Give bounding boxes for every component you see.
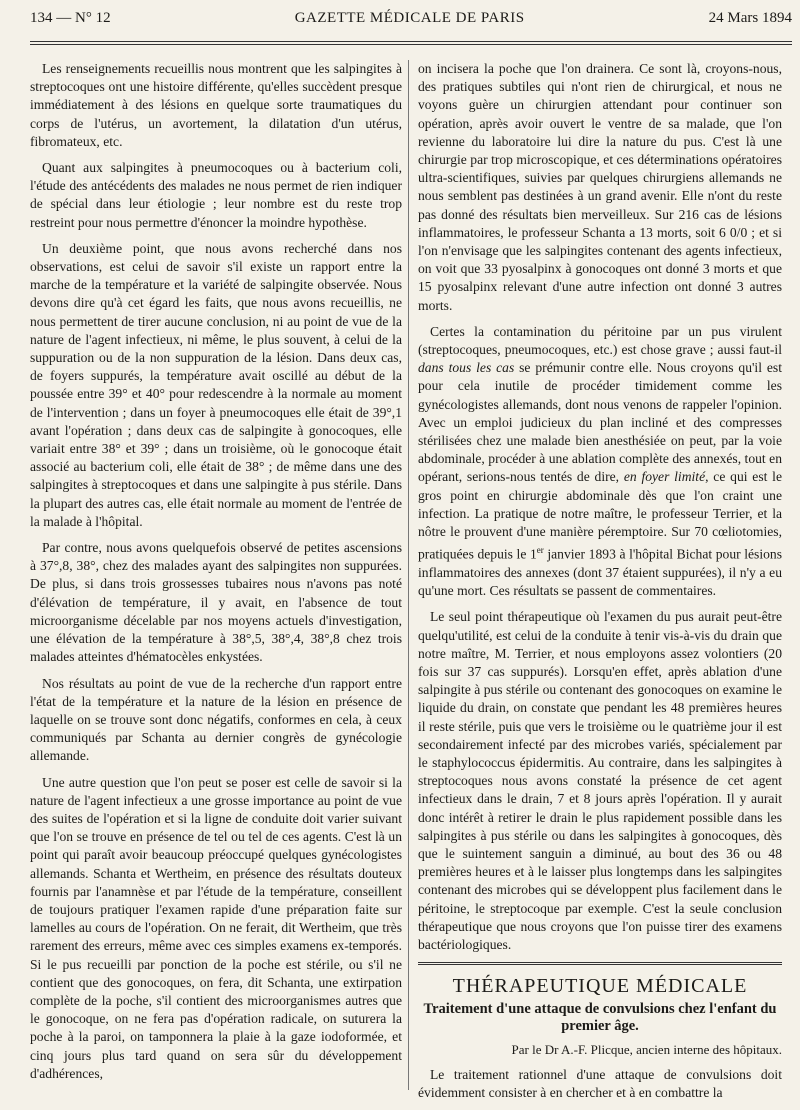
- paragraph: Nos résultats au point de vue de la recherche d'un rapport entre l'état de la température et la nature de la lésion en présence de laquelle on se trouve sont donc négatifs, conformes en cela, à ceux communiqués par Schanta au dernier congrès de gynécologie allemande.: [30, 675, 402, 764]
- journal-title: GAZETTE MÉDICALE DE PARIS: [294, 10, 525, 26]
- superscript: er: [536, 545, 544, 556]
- right-column: [418, 60, 782, 1110]
- emphasis: dans tous les cas: [418, 360, 515, 376]
- text-run: Certes la contamination du péritoine par un pus virulent (streptocoques, pneumocoques, etc.) est chose grave ; aussi faut-il: [418, 323, 782, 358]
- paragraph: Un deuxième point, que nous avons recherché dans nos observations, est celui de savoir s'il existe un rapport entre la marche de la température et la variété de salpingite observée. Nous devons dire qu'à cet égard les faits, que nous avons recueillis, ne nous permettent de tirer aucune conclusion, ni au point de vue de la nature de l'agent infectieux, ni même, le plus souvent, à celui de la suppuration ou de la non suppuration de la lésion. Dans deux cas, de foyers suppurés, la température avait oscillé au début de la poussée entre 39° et 40° pour redescendre à la normale au moment de l'intervention ; dans un foyer à pneumocoques elle était de 39°,1 avant l'opération ; dans deux cas de salpingite à gonocoques, elle variait entre 38° et 39° ; dans un troisième, où le gonocoque était associé au bacterium coli, elle était de 38° ; de même dans une des salpingites à streptocoques et dans une salpingite à pus stérile. Dans la plupart des autres cas, elle était normale au moment de l'entrée de la malade à l'hôpital.: [30, 240, 402, 529]
- text-run: janvier 1893 à l'hôpital Bichat pour lésions inflammatoires des annexes (dont 37 étaient suppurées), il n'y a eu qu'une mort. Ces résultats se passent de commentaires.: [418, 546, 783, 599]
- article-title: Traitement d'une attaque de convulsions chez l'enfant du premier âge.: [423, 1001, 777, 1035]
- emphasis: en foyer limité: [623, 469, 706, 485]
- paragraph: on incisera la poche que l'on drainera. Ce sont là, croyons-nous, des pratiques subtiles qui n'ont rien de chirurgical, et nous ne voyons guère un chirurgien attendant pour continuer son opération, après avoir ouvert le ventre de sa malade, que l'on revienne du laboratoire lui dire la nature du pus. C'est là une chirurgie par trop microscopique, et ces déterminations opératoires ultra-scientifiques, suivies par quelques chirurgiens allemands ne nous semblent pas destinées à un grand avenir. Elle n'ont du reste pas donné des résultats bien merveilleux. Sur 216 cas de lésions inflammatoires, le professeur Schanta a 13 morts, soit 6 0/0 ; et si l'on n'envisage que les salpingites contenant des agents infectieux, on voit que 33 pyosalpinx à gonocoques ont donné 3 morts et que 15 pyosalpinx relevant d'une autre infection ont donné 3 autres morts.: [418, 61, 782, 313]
- paragraph: Par contre, nous avons quelquefois observé de petites ascensions à 37°,8, 38°, chez des malades ayant des salpingites non suppurées. De plus, si dans trois grossesses tubaires nous n'avons pas noté d'élévation de température, il y avait, en l'absence de tout microorganisme décelable par nos moyens actuels d'investigation, une élévation de la température à 38°,5, 38°,4, 38°,8 chez trois malades atteintes d'hématocèles enkystées.: [30, 540, 402, 665]
- text-run: , ce qui est le gros point en chirurgie abdominale dès que l'on craint une infection. La pratique de notre maître, le professeur Terrier, et la nôtre le prouvent d'une manière péremptoire. Sur 70 cœliotomies, pratiquées depuis le 1: [418, 469, 782, 562]
- section-title: THÉRAPEUTIQUE MÉDICALE: [452, 975, 748, 998]
- paragraph: Une autre question que l'on peut se poser est celle de savoir si la nature de l'agent infectieux a une grosse importance au point de vue des suites de l'opération et si la ligne de conduite doit varier suivant que l'on se trouve en présence de tel ou tel de ces agents. C'est là un point qui paraît avoir beaucoup préoccupé quelques gynécologistes allemands. Schanta et Wertheim, en présence des résultats douteux fournis par l'anamnèse et par l'étude de la température, conseillent de toujours pratiquer l'examen rapide d'une préparation faite sur lamelles au cours de l'opération. On ne ferait, dit Wertheim, que très rarement des erreurs, même avec ces simples examens ex-temporés. Si le pus recueilli par ponction de la poche est stérile, ou s'il ne contient que des gonocoques, on fera, dit Schanta, une extirpation complète de la poche, s'il contient des microorganismes autres que le gonocoque, on ne fera pas d'opération radicale, on suturera la poche à la paroi, on tamponnera la plaie à la gaze iodoformée, et cinq jours plus tard quand on sera sûr du développement d'adhérences,: [30, 774, 402, 1081]
- paragraph: Le seul point thérapeutique où l'examen du pus aurait peut-être quelqu'utilité, est celui de la conduite à tenir vis-à-vis du drain que notre maître, M. Terrier, et nous employons assez volontiers (20 fois sur 37 cas suppurés). Lorsqu'en effet, après ablation d'une salpingite à pus stérile ou contenant des gonocoques on examine le liquide du drain, on constate que pendant les 48 premières heures il reste stérile, puis que vers le troisième ou le quatrième jour il est secondairement infecté par des microbes variés, spécialement par le staphylococcus épidermitis. Au contraire, dans les salpingites à streptocoques nous avons constaté la présence de cet agent infectieux dans le drain, 7 et 8 jours après l'opération. Il y aurait donc intérêt à retirer le drain le plus rapidement possible dans les salpingites à pus stérile ou dans les salpingites à gonocoques, dès que le suintement sanguin a diminué, au bout des 36 ou 48 premières heures et à le laisser plus longtemps dans les salpingites contenant des microbes qui se développent plus facilement dans le péritoine, le streptocoque par exemple. C'est la seule conclusion thérapeutique que nous croyons que l'on puisse tirer des examens bactériologiques.: [418, 609, 782, 953]
- paragraph: Quant aux salpingites à pneumocoques ou à bacterium coli, l'étude des antécédents des malades ne nous permet de rien indiquer de spécial dans leur étiologie ; leur nombre est du reste trop restreint pour nous permettre d'énoncer la moindre hypothèse.: [30, 160, 402, 230]
- column-divider: [408, 60, 409, 1090]
- paragraph: [418, 323, 782, 601]
- paragraph: Les renseignements recueillis nous montrent que les salpingites à streptocoques ont une histoire différente, qu'elles succèdent presque immédiatement à des lésions en quelque sorte traumatiques du corps de l'utérus, un avortement, la dilatation d'un utérus, fibromateux, etc.: [30, 61, 402, 149]
- page-header: [30, 10, 792, 36]
- header-rule: [30, 41, 792, 45]
- text-run: se prémunir contre elle. Nous croyons qu'il est pour cela inutile de procéder timidement comme les gynécologistes allemands, dont nous venons de rappeler l'opinion. Avec un emploi judicieux du plan incliné et des compresses stérilisées chez une malade bien anesthésiée on peut, par la voie abdominale, procéder à une ablation complète des annexés, tout en opérant, serions-nous tentés de dire,: [418, 360, 782, 485]
- section-rule: [418, 962, 782, 965]
- issue-date: 24 Mars 1894: [708, 10, 792, 26]
- article-byline: Par le Dr A.-F. Plicque, ancien interne des hôpitaux.: [511, 1042, 782, 1058]
- left-column: [30, 60, 402, 1091]
- paragraph: Le traitement rationnel d'une attaque de convulsions doit évidemment consister à en chercher et à en combattre la: [418, 1066, 782, 1100]
- page-number: 134 — N° 12: [30, 10, 111, 26]
